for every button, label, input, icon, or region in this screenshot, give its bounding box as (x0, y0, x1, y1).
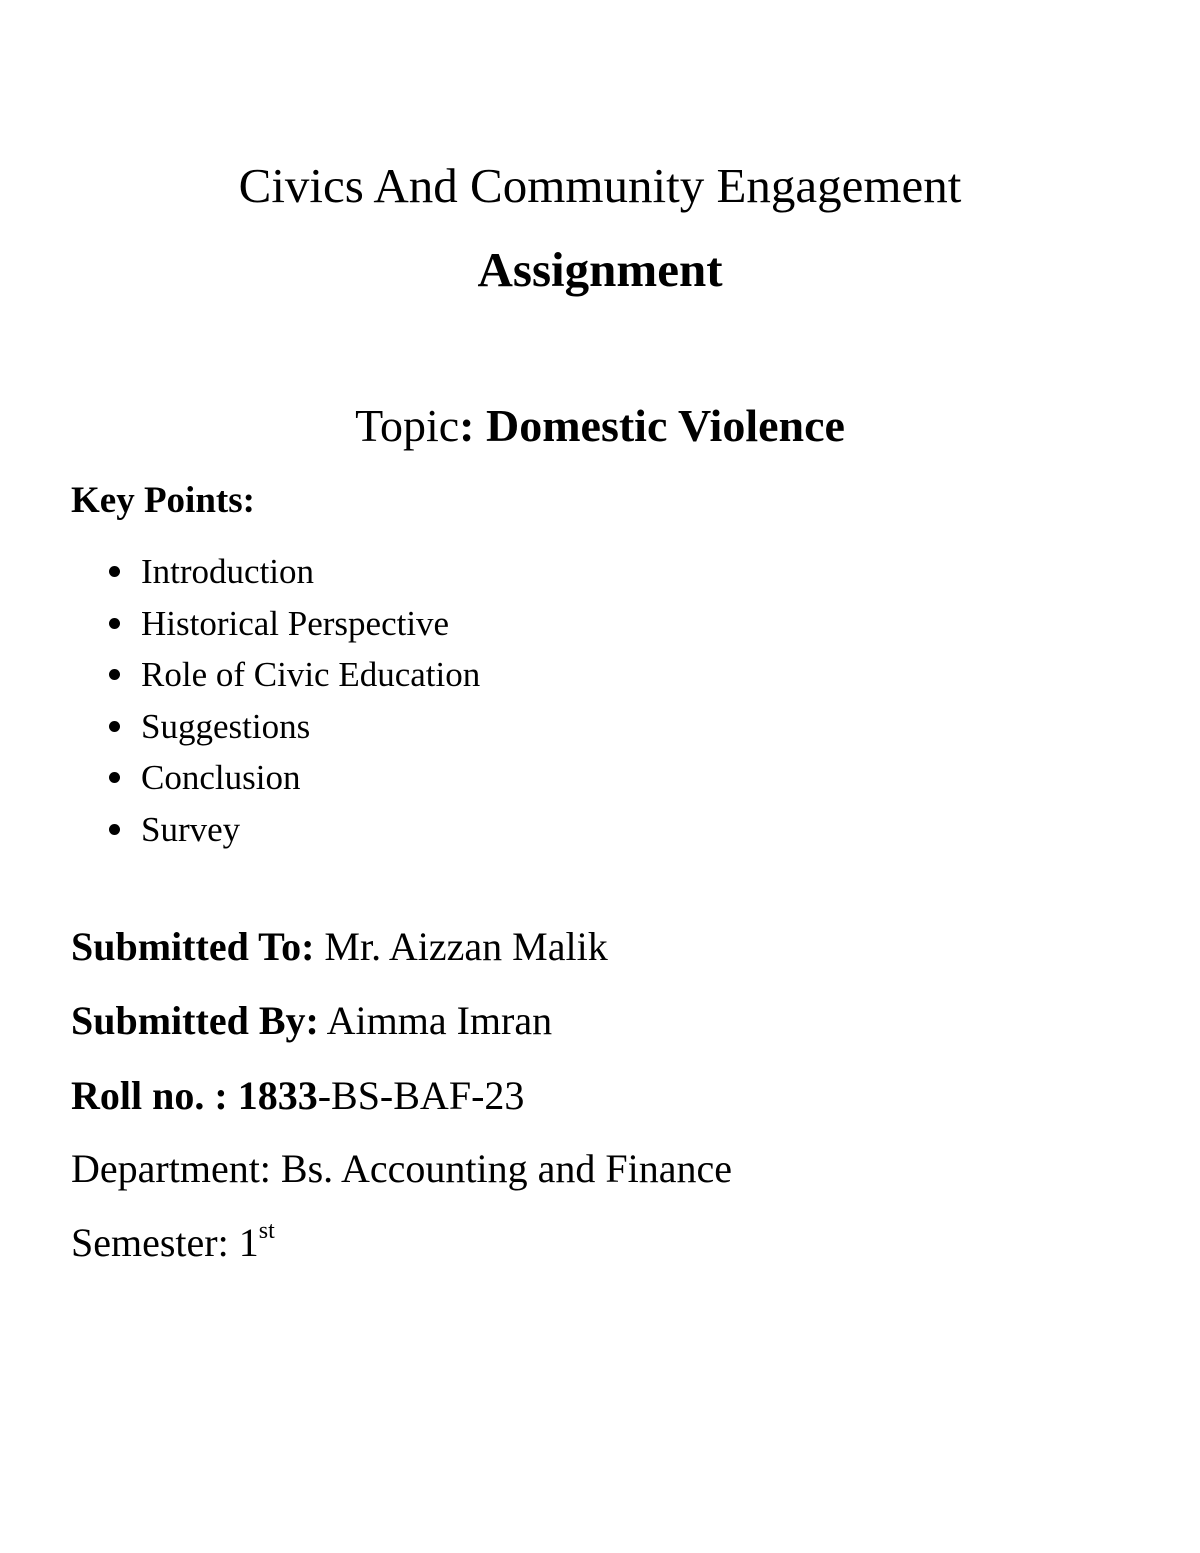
list-item (105, 752, 480, 804)
semester-ordinal-suffix: st (258, 1218, 275, 1244)
roll-number-label: Roll no. : (71, 1073, 238, 1118)
list-item (105, 598, 480, 650)
submitted-by-value: Aimma Imran (318, 998, 553, 1043)
topic-value: Domestic Violence (485, 400, 845, 451)
submitted-by-label: Submitted By: (71, 998, 319, 1043)
bullet-icon (109, 669, 120, 680)
roll-number-bold: 1833 (237, 1073, 318, 1118)
topic-separator: : (459, 400, 475, 451)
list-item-text: Historical Perspective (141, 603, 450, 643)
list-item-text: Suggestions (141, 706, 311, 746)
semester-label: Semester: 1 (71, 1220, 259, 1265)
list-item (105, 804, 480, 856)
bullet-icon (109, 772, 120, 783)
submitted-to-label: Submitted To: (71, 924, 315, 969)
bullet-icon (109, 566, 120, 577)
list-item-text: Conclusion (141, 758, 301, 798)
list-item (105, 649, 480, 701)
semester-line (71, 1218, 275, 1268)
key-points-heading: Key Points: (71, 480, 255, 521)
list-item-text: Survey (141, 809, 241, 849)
list-item (105, 701, 480, 753)
course-title: Civics And Community Engagement (238, 158, 962, 213)
bullet-icon (109, 824, 120, 835)
roll-number-suffix: -BS-BAF-23 (317, 1073, 525, 1118)
topic-line (0, 398, 1200, 454)
roll-number-line (71, 1071, 524, 1121)
list-item-text: Introduction (141, 552, 315, 591)
submitted-to-line (71, 922, 608, 972)
bullet-icon (109, 721, 120, 732)
bullet-icon (109, 618, 120, 629)
topic-label: Topic (355, 400, 460, 451)
list-item-text: Role of Civic Education (141, 655, 481, 695)
submitted-to-value: Mr. Aizzan Malik (314, 924, 608, 969)
submitted-by-line (71, 996, 552, 1046)
department-line: Department: Bs. Accounting and Finance (71, 1146, 732, 1191)
document-type-heading: Assignment (477, 242, 723, 297)
list-item (105, 546, 480, 598)
key-points-list (105, 546, 480, 856)
